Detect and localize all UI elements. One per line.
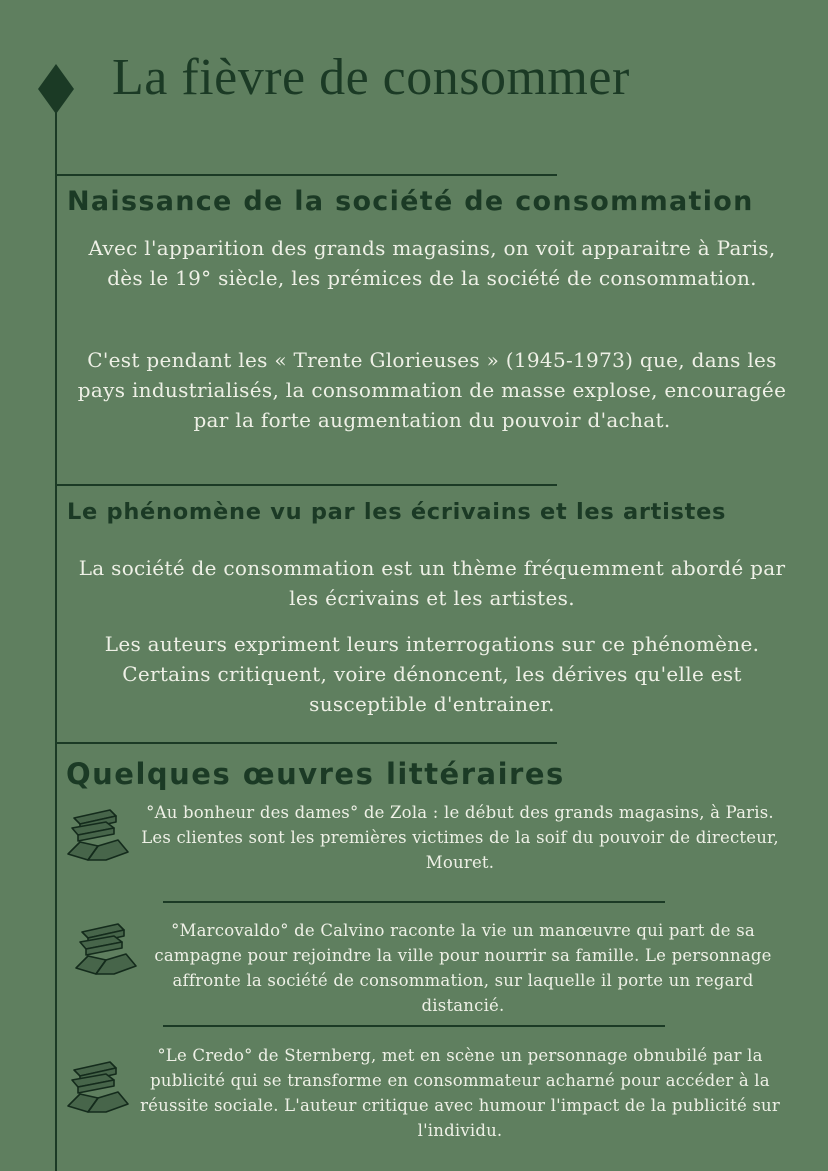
section-paragraph: La société de consommation est un thème fréquemment abordé par les écrivains et les artistes. <box>78 556 786 610</box>
work-item: °Marcovaldo° de Calvino raconte la vie un manœuvre qui part de sa campagne pour rejoindre la ville pour nourrir sa famille. Le personnage affronte la société de consommation, sur laquelle il porte un regard distancié. <box>154 921 772 1015</box>
section-divider <box>55 742 557 744</box>
section-heading-works: Quelques œuvres littéraires <box>66 757 565 791</box>
work-divider <box>163 1025 665 1027</box>
section-heading-phenomenon: Le phénomène vu par les écrivains et les artistes <box>67 499 727 525</box>
diamond-icon <box>38 64 74 114</box>
work-item: °Le Credo° de Sternberg, met en scène un personnage obnubilé par la publicité qui se transforme en consommateur acharné pour accéder à la réussite sociale. L'auteur critique avec humour l'impact de la publicité sur l'individu. <box>140 1046 780 1140</box>
work-item: °Au bonheur des dames° de Zola : le début des grands magasins, à Paris. Les clientes sont les premières victimes de la soif du pouvoir de directeur, Mouret. <box>141 803 779 872</box>
section-paragraph: Avec l'apparition des grands magasins, on voit apparaitre à Paris, dès le 19° siècle, les prémices de la société de consommation. <box>88 236 776 290</box>
section-heading-birth: Naissance de la société de consommation <box>67 186 754 217</box>
timeline-line <box>55 112 57 1171</box>
books-icon <box>66 1058 130 1118</box>
section-paragraph: C'est pendant les « Trente Glorieuses » (1945-1973) que, dans les pays industrialisés, la consommation de masse explose, encouragée par la forte augmentation du pouvoir d'achat. <box>77 348 787 432</box>
section-divider <box>55 174 557 176</box>
books-icon <box>66 806 130 866</box>
page-title: La fièvre de consommer <box>112 49 630 106</box>
section-paragraph: Les auteurs expriment leurs interrogations sur ce phénomène. Certains critiquent, voire dénoncent, les dérives qu'elle est susceptible d'entrainer. <box>104 632 760 716</box>
section-divider <box>55 484 557 486</box>
work-divider <box>163 901 665 903</box>
books-icon <box>74 920 138 980</box>
